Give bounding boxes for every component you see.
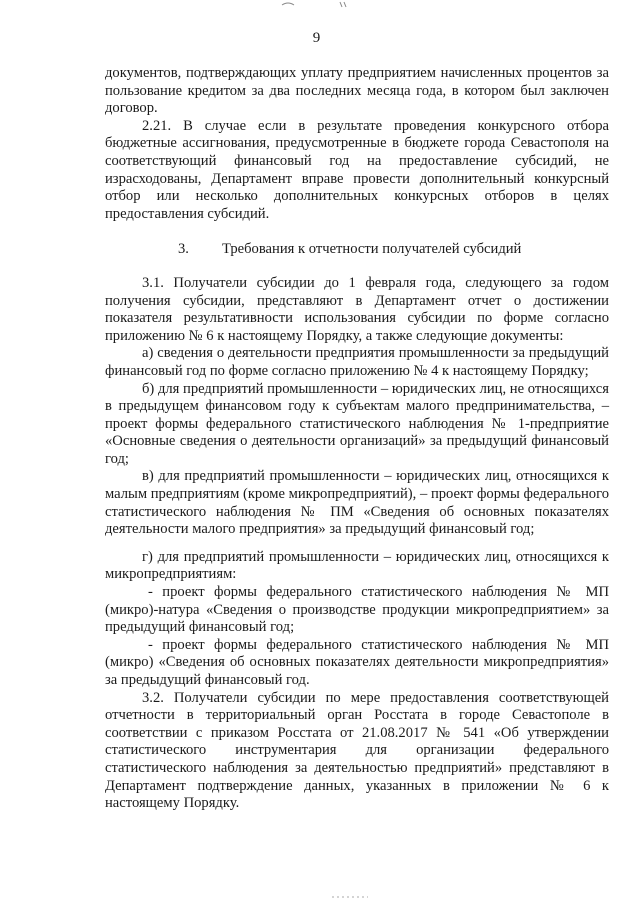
item-g: г) для предприятий промышленности – юридических лиц, относящихся к микропредприятиям: <box>105 548 609 583</box>
paragraph-3-2: 3.2. Получатели субсидии по мере предоставления соответствующей отчетности в территориальный орган Росстата в городе Севастополе в соответствии с приказом Росстата от 21.08.2017 № 541 «Об утверждении статистического инструментария для организации федерального статистического наблюдения за деятельностью предприятий» представляют в Департамент подтверждение данных, указанных в приложении № 6 к настоящему Порядку. <box>105 689 609 812</box>
paragraph-2-21: 2.21. В случае если в результате проведения конкурсного отбора бюджетные ассигнования, предусмотренные в бюджете города Севастополя на соответствующий финансовый год на предоставление субсидий, не израсходованы, Департамент вправе провести дополнительный конкурсный отбор или несколько дополнительных конкурсных отборов в целях предоставления субсидий. <box>105 117 609 222</box>
item-g-subitem-1: - проект формы федерального статистического наблюдения № МП (микро)-натура «Сведения о производстве продукции микропредприятием» за предыдущий финансовый год; <box>105 584 609 636</box>
page-number: 9 <box>312 30 321 46</box>
scan-artifact-mark <box>280 0 370 8</box>
paragraph-continuation: документов, подтверждающих уплату предприятием начисленных процентов за пользование кредитом за два последних месяца года, в котором был заключен договор. <box>105 65 609 117</box>
paragraph-3-1: 3.1. Получатели субсидии до 1 февраля года, следующего за годом получения субсидии, представляют в Департамент отчет о достижении показателя результативности использования субсидии по форме согласно приложению № 6 к настоящему Порядку, а также следующие документы: <box>105 274 609 344</box>
scan-artifact-bottom-mark <box>330 895 370 899</box>
section-heading-number: 3. <box>178 241 189 258</box>
item-g-subitem-2: - проект формы федерального статистического наблюдения № МП (микро) «Сведения об основных показателях деятельности микропредприятия» за предыдущий финансовый год. <box>105 636 609 688</box>
section-heading <box>105 241 609 259</box>
section-heading-text: Требования к отчетности получателей субсидий <box>222 241 522 258</box>
document-body <box>105 65 609 813</box>
item-a: а) сведения о деятельности предприятия промышленности за предыдущий финансовый год по форме согласно приложению № 4 к настоящему Порядку; <box>105 345 609 379</box>
item-b: б) для предприятий промышленности – юридических лиц, не относящихся в предыдущем финансовом году к субъектам малого предпринимательства, – проект формы федерального статистического наблюдения № 1-предприятие «Основные сведения о деятельности организаций» за предыдущий финансовый год; <box>105 380 609 467</box>
item-v: в) для предприятий промышленности – юридических лиц, относящихся к малым предприятиям (кроме микропредприятий), – проект формы федерального статистического наблюдения № ПМ «Сведения об основных показателях деятельности малого предприятия» за предыдущий финансовый год; <box>105 468 609 538</box>
